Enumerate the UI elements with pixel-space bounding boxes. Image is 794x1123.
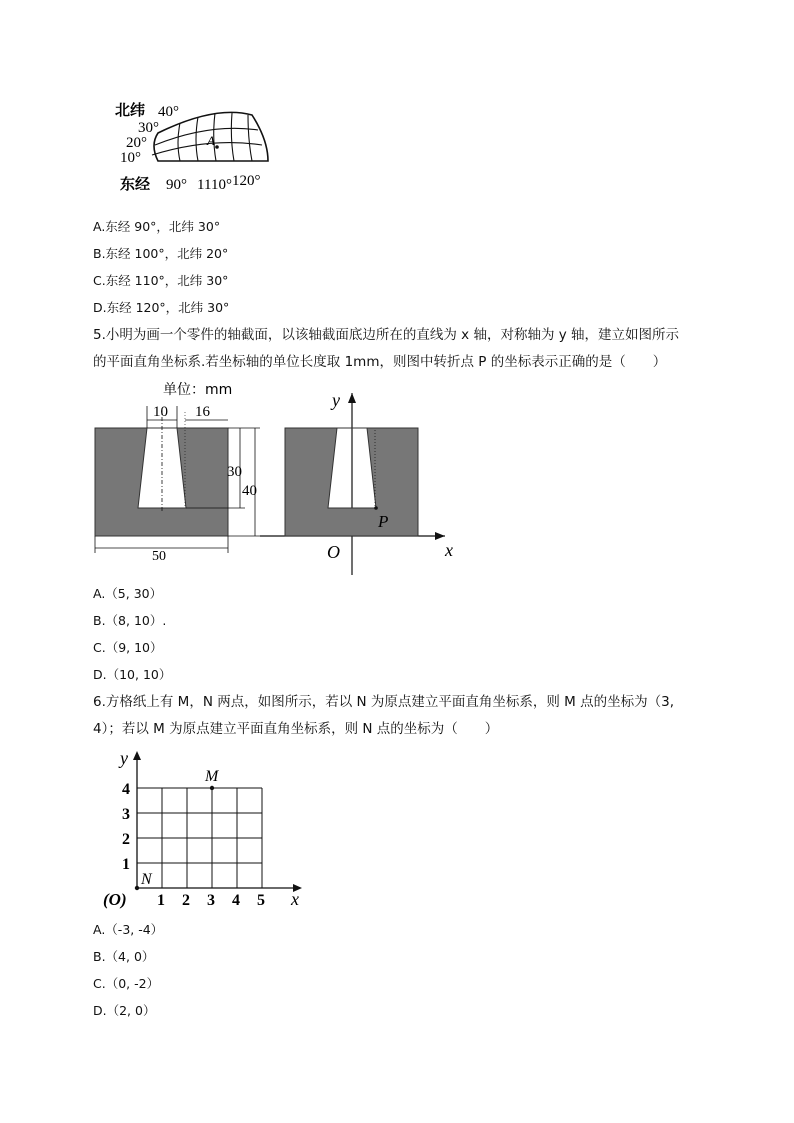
q5-option-a: A.（5, 30） [93, 586, 163, 601]
y-axis-label: y [120, 748, 128, 768]
lon-label: 东经 [120, 175, 151, 193]
unit-label: 单位：mm [163, 382, 233, 398]
q5-stem-line2: 的平面直角坐标系.若坐标轴的单位长度取 1mm，则图中转折点 P 的坐标表示正确的是（ ） [93, 354, 667, 370]
q4-option-c: C.东经 110°，北纬 30° [93, 273, 229, 288]
dim-16: 16 [195, 404, 210, 420]
lat-label: 北纬 [115, 101, 146, 119]
q4-option-b: B.东经 100°，北纬 20° [93, 246, 229, 261]
q6-stem-line1: 6.方格纸上有 M，N 两点，如图所示，若以 N 为原点建立平面直角坐标系，则 M 点的坐标为（3, [93, 694, 674, 710]
x-tick-1: 1 [157, 892, 165, 909]
q6-option-b: B.（4, 0） [93, 949, 155, 964]
lat-tick-10: 10° [120, 150, 141, 166]
lon-tick-1: 1 [197, 177, 205, 193]
y-tick-2: 2 [122, 831, 130, 848]
q5-option-b: B.（8, 10）. [93, 613, 167, 628]
origin-label: (O) [103, 890, 127, 909]
q5-option-c: C.（9, 10） [93, 640, 163, 655]
lat-tick-20: 20° [126, 135, 147, 151]
lon-tick-120: 120° [232, 173, 261, 189]
point-m-label: M [205, 768, 219, 785]
point-n-label: N [141, 871, 152, 888]
point-a-label: A [207, 133, 215, 148]
q6-option-a: A.（-3, -4） [93, 922, 164, 937]
lon-tick-110: 110° [204, 177, 232, 193]
q6-option-d: D.（2, 0） [93, 1003, 156, 1018]
grid-figure [100, 745, 315, 910]
x-axis-label: x [291, 889, 299, 909]
q5-stem-line1: 5.小明为画一个零件的轴截面，以该轴截面底边所在的直线为 x 轴，对称轴为 y 轴，建立如图所示 [93, 327, 680, 343]
dim-40: 40 [242, 483, 257, 499]
part-cross-section-figure [90, 378, 470, 578]
q4-option-d: D.东经 120°，北纬 30° [93, 300, 230, 315]
y-tick-4: 4 [122, 781, 130, 798]
x-tick-4: 4 [232, 892, 240, 909]
x-axis-label: x [445, 540, 453, 560]
q5-option-d: D.（10, 10） [93, 667, 172, 682]
dim-10: 10 [153, 404, 168, 420]
y-axis-label: y [332, 390, 340, 410]
point-n-marker [135, 886, 139, 890]
y-tick-3: 3 [122, 806, 130, 823]
lat-tick-40: 40° [158, 104, 179, 120]
q6-option-c: C.（0, -2） [93, 976, 160, 991]
x-tick-5: 5 [257, 892, 265, 909]
dim-30: 30 [227, 464, 242, 480]
q5-stem [93, 322, 703, 376]
q4-option-a: A.东经 90°，北纬 30° [93, 219, 221, 234]
q6-stem [93, 689, 703, 743]
lat-tick-30: 30° [138, 120, 159, 136]
point-p-label: P [378, 512, 389, 531]
x-tick-2: 2 [182, 892, 190, 909]
point-m-marker [210, 786, 214, 790]
dim-50: 50 [152, 549, 166, 564]
q6-stem-line2: 4）；若以 M 为原点建立平面直角坐标系，则 N 点的坐标为（ ） [93, 721, 499, 737]
x-tick-3: 3 [207, 892, 215, 909]
part-shape [95, 428, 228, 536]
origin-label: O [327, 542, 340, 562]
globe-figure [110, 95, 280, 200]
y-tick-1: 1 [122, 856, 130, 873]
lon-tick-90: 90° [166, 177, 187, 193]
point-a-marker [215, 145, 219, 149]
point-p-marker [374, 506, 378, 510]
